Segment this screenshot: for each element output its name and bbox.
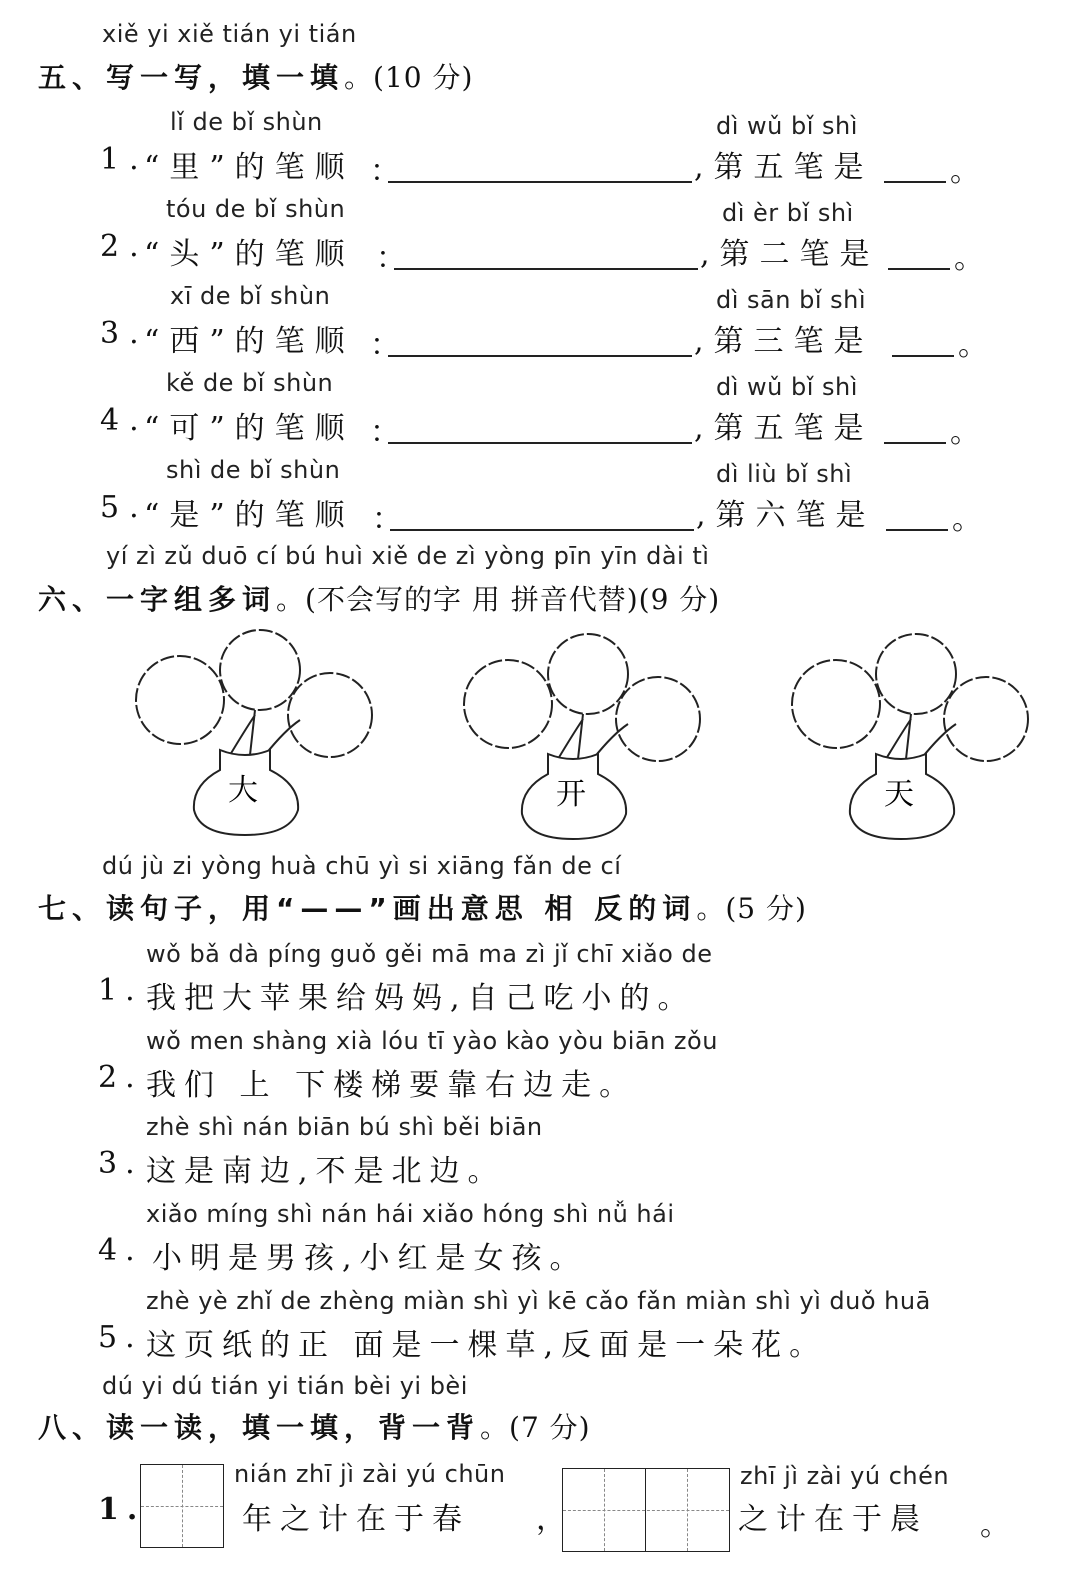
item-number: 2.: [100, 229, 149, 264]
section6-score: 。(不会写的字 用 拼音代替)(9 分): [276, 583, 721, 616]
item-colon: ：: [370, 328, 410, 363]
section5-score: 。(10 分): [344, 61, 474, 94]
vase-flowers-3: [776, 624, 1046, 849]
sentence-pinyin: zhè shì nán biān bú shì běi biān: [146, 1113, 543, 1141]
sentence-text[interactable]: 小明是男孩,小红是女孩。: [152, 1241, 588, 1276]
sentence-pinyin: wǒ bǎ dà píng guǒ gěi mā ma zì jǐ chī xiǎo de: [146, 940, 713, 968]
section5-title-text: 五、写一写，填一填: [38, 61, 345, 94]
item-colon: ：: [370, 415, 410, 450]
item-order-label: ,第二笔是: [700, 237, 880, 272]
sentence-number: 4.: [98, 1233, 143, 1268]
item-order-pinyin: dì sān bǐ shì: [716, 286, 866, 314]
item-char-label: “头”的笔顺: [144, 237, 355, 272]
poem-text-2: 之计在于晨: [738, 1502, 928, 1537]
item-colon: ：: [376, 241, 416, 276]
sentence-pinyin: wǒ men shàng xià lóu tī yào kào yòu biān zǒu: [146, 1027, 718, 1055]
poem-end: 。: [980, 1508, 1018, 1543]
stroke-order-blank[interactable]: [394, 267, 698, 270]
item-order-label: ,第五笔是: [694, 150, 874, 185]
item-number: 3.: [100, 316, 149, 351]
vase-character: 天: [884, 777, 914, 812]
sentence-number: 2.: [98, 1060, 143, 1095]
section7-pinyin: dú jù zi yòng huà chū yì si xiāng fǎn de cí: [102, 852, 622, 880]
section6-pinyin: yí zì zǔ duō cí bú huì xiě de zì yòng pīn yīn dài tì: [106, 542, 710, 570]
tianzige-box-1[interactable]: [140, 1464, 224, 1548]
item-char-label: “可”的笔顺: [144, 411, 355, 446]
section8-score: 。(7 分): [480, 1411, 591, 1444]
stroke-answer-blank[interactable]: [892, 354, 954, 357]
stroke-order-blank[interactable]: [388, 354, 692, 357]
item-number: 5.: [100, 490, 149, 525]
item-end: 。: [950, 415, 990, 450]
poem-pinyin-1: nián zhī jì zài yú chūn: [234, 1460, 506, 1488]
stroke-answer-blank[interactable]: [886, 528, 948, 531]
vase-character: 开: [556, 777, 586, 812]
stroke-order-blank[interactable]: [388, 180, 692, 183]
item-char-pinyin: lǐ de bǐ shùn: [170, 108, 323, 136]
section8-pinyin: dú yi dú tián yi tián bèi yi bèi: [102, 1372, 468, 1400]
section6-title: [38, 578, 720, 618]
item-number: 4.: [100, 403, 149, 438]
sentence-number: 1.: [98, 973, 143, 1008]
item-colon: ：: [370, 154, 410, 189]
item-end: 。: [950, 154, 990, 189]
sentence-text[interactable]: 我们 上 下楼梯要靠右边走。: [146, 1068, 638, 1103]
section6-title-text: 六、一字组多词: [38, 583, 277, 616]
item-colon: ：: [372, 502, 412, 537]
sentence-number: 5.: [98, 1320, 143, 1355]
section8-title-text: 八、读一读，填一填，背一背: [38, 1411, 481, 1444]
sentence-text[interactable]: 我把大苹果给妈妈,自己吃小的。: [146, 981, 696, 1016]
item-char-pinyin: tóu de bǐ shùn: [166, 195, 346, 223]
item-char-label: “西”的笔顺: [144, 324, 355, 359]
item-order-label: ,第六笔是: [696, 498, 876, 533]
stroke-answer-blank[interactable]: [884, 441, 946, 444]
poem-text-1: 年之计在于春: [242, 1502, 470, 1537]
item-order-pinyin: dì wǔ bǐ shì: [716, 112, 858, 140]
grid-guide-h: [563, 1510, 729, 1511]
sentence-text[interactable]: 这是南边,不是北边。: [146, 1154, 506, 1189]
section8-title: [38, 1406, 591, 1446]
sentence-pinyin: xiǎo míng shì nán hái xiǎo hóng shì nǚ hái: [146, 1200, 675, 1228]
section5-pinyin: xiě yi xiě tián yi tián: [102, 20, 357, 48]
item-end: 。: [958, 328, 998, 363]
stroke-answer-blank[interactable]: [884, 180, 946, 183]
item-char-pinyin: shì de bǐ shùn: [166, 456, 341, 484]
item-char-label: “里”的笔顺: [144, 150, 355, 185]
item-char-pinyin: xī de bǐ shùn: [170, 282, 331, 310]
vase-flowers-2: [448, 624, 718, 849]
item-order-pinyin: dì liù bǐ shì: [716, 460, 853, 488]
grid-guide-h: [141, 1506, 223, 1507]
vase-character: 大: [228, 773, 258, 808]
poem-pinyin-2: zhī jì zài yú chén: [740, 1462, 950, 1490]
stroke-answer-blank[interactable]: [888, 267, 950, 270]
sentence-pinyin: zhè yè zhǐ de zhèng miàn shì yì kē cǎo fǎn miàn shì yì duǒ huā: [146, 1287, 931, 1315]
tianzige-box-2[interactable]: [562, 1468, 730, 1552]
poem-comma: ，: [536, 1502, 574, 1537]
sentence-number: 3.: [98, 1146, 143, 1181]
vase-flowers-1: [120, 620, 390, 845]
item-order-pinyin: dì wǔ bǐ shì: [716, 373, 858, 401]
stroke-order-blank[interactable]: [390, 528, 694, 531]
section8-item-number: 1.: [98, 1492, 146, 1527]
sentence-text[interactable]: 这页纸的正 面是一棵草,反面是一朵花。: [146, 1328, 828, 1363]
item-number: 1.: [100, 142, 149, 177]
section7-title-text: 七、读句子，用“——”画出意思 相 反的词: [38, 892, 697, 925]
section7-title: [38, 887, 807, 927]
item-char-pinyin: kě de bǐ shùn: [166, 369, 334, 397]
item-char-label: “是”的笔顺: [144, 498, 355, 533]
item-end: 。: [952, 502, 992, 537]
item-order-pinyin: dì èr bǐ shì: [722, 199, 854, 227]
section5-title: [38, 56, 473, 96]
section7-score: 。(5 分): [696, 892, 807, 925]
stroke-order-blank[interactable]: [388, 441, 692, 444]
item-order-label: ,第五笔是: [694, 411, 874, 446]
item-end: 。: [954, 241, 994, 276]
item-order-label: ,第三笔是: [694, 324, 874, 359]
